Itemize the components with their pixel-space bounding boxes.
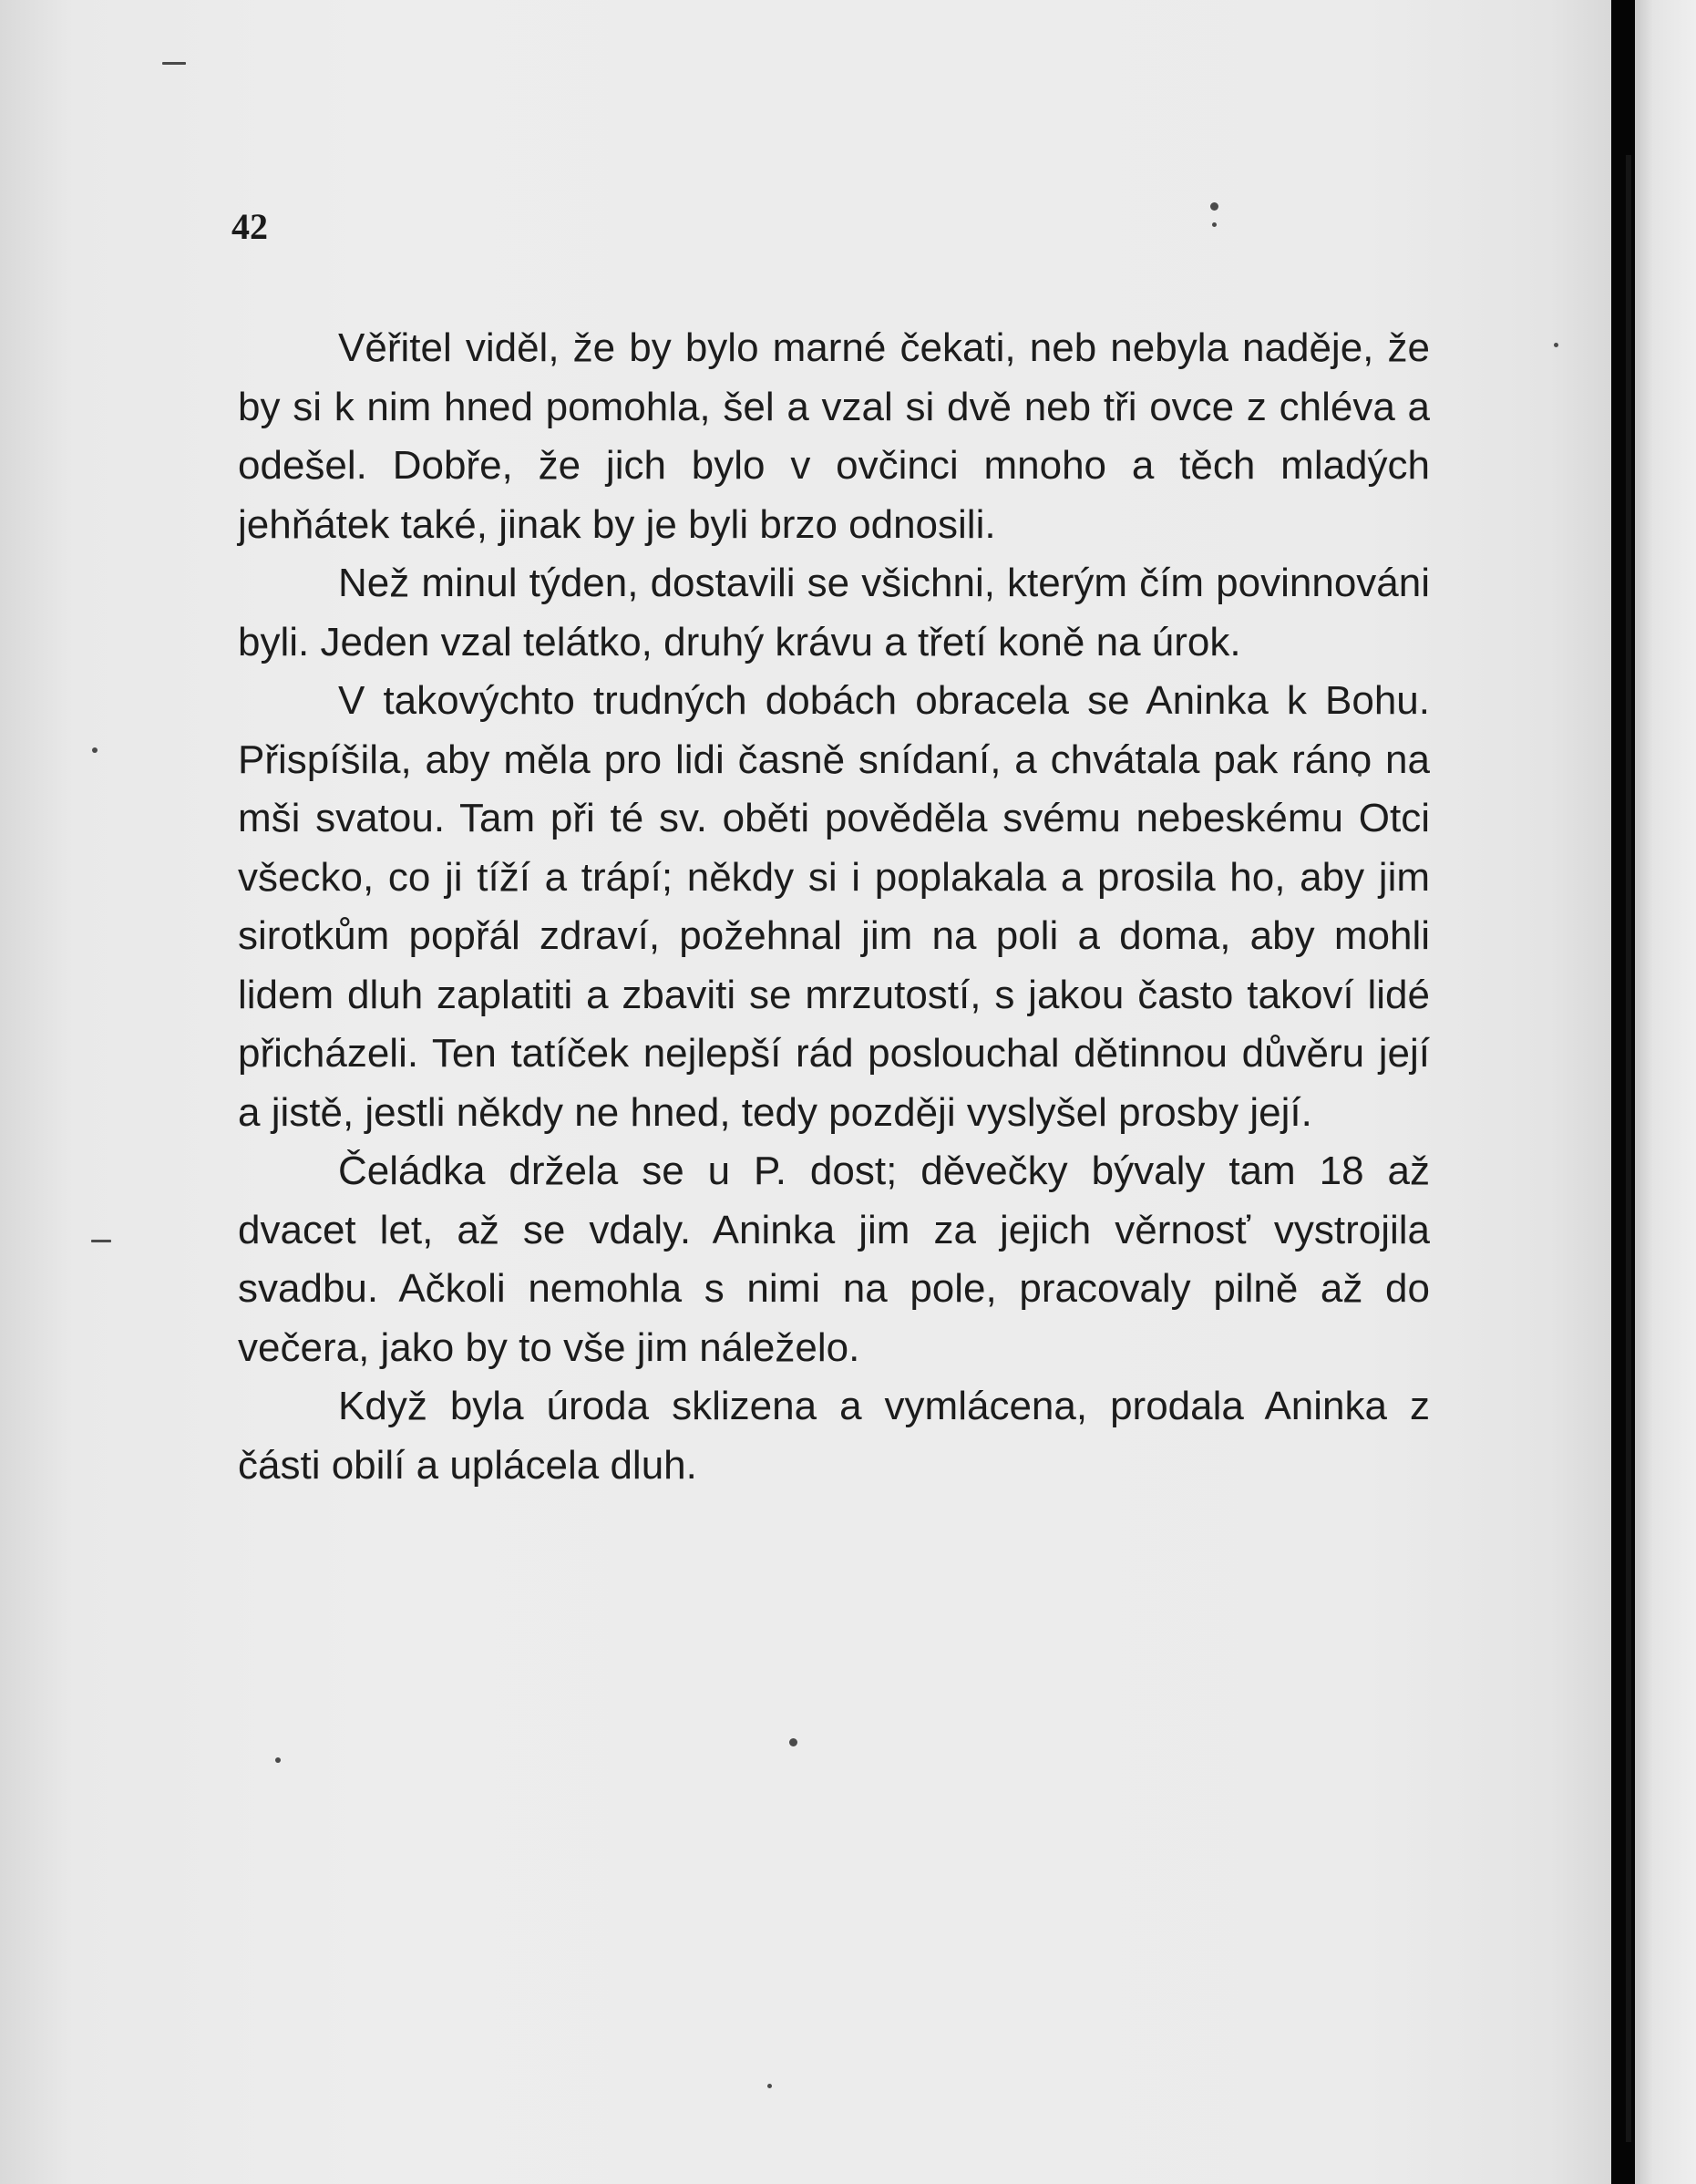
ink-speck	[789, 1738, 797, 1746]
ink-speck	[162, 62, 186, 65]
ink-speck	[1212, 222, 1217, 227]
ink-speck	[767, 2084, 772, 2088]
ink-speck	[91, 1240, 111, 1242]
ink-speck	[92, 747, 98, 753]
ink-speck	[1210, 202, 1218, 211]
paragraph: Když byla úroda sklizena a vymlácena, prodala Aninka z části obilí a uplácela dluh.	[238, 1384, 1430, 1488]
facing-page-edge	[1635, 0, 1696, 2184]
book-spine-edge	[1626, 155, 1631, 2142]
paragraph: V takovýchto trudných dobách obracela se Aninka k Bohu. Přispíšila, aby měla pro lidi časně snídaní, a chvátala pak ráno na mši svatou. Tam při té sv. oběti pověděla svému nebeskému Otci všecko, co ji tíží a trápí; někdy si i poplakala a prosila ho, aby jim sirotkům popřál zdraví, požehnal jim na poli a doma, aby mohli lidem dluh zaplatiti a zbaviti se mrzutostí, s jakou často takoví lidé přicházeli. Ten tatíček nejlepší rád poslouchal dětinnou důvěru její a jistě, jestli někdy ne hned, tedy později vyslyšel prosby její.	[238, 678, 1430, 1135]
paragraph: Než minul týden, dostavili se všichni, kterým čím povinnováni byli. Jeden vzal telátko, druhý krávu a třetí koně na úrok.	[238, 561, 1430, 664]
paragraph: Čeládka držela se u P. dost; děvečky bývaly tam 18 až dvacet let, až se vdaly. Aninka jim za jejich věrnosť vystrojila svadbu. Ačkoli nemohla s nimi na pole, pracovaly pilně až do večera, jako by to vše jim náleželo.	[238, 1149, 1430, 1370]
ink-speck	[275, 1757, 281, 1763]
book-spine-gap	[1611, 0, 1635, 2184]
body-text	[238, 319, 1430, 1495]
paragraph: Věřitel viděl, že by bylo marné čekati, neb nebyla naděje, že by si k nim hned pomohla, šel a vzal si dvě neb tři ovce z chléva a odešel. Dobře, že jich bylo v ovčinci mnoho a těch mladých jehňátek také, jinak by je byli brzo odnosili.	[238, 325, 1430, 547]
ink-speck	[1554, 343, 1558, 347]
page-number: 42	[231, 206, 268, 247]
